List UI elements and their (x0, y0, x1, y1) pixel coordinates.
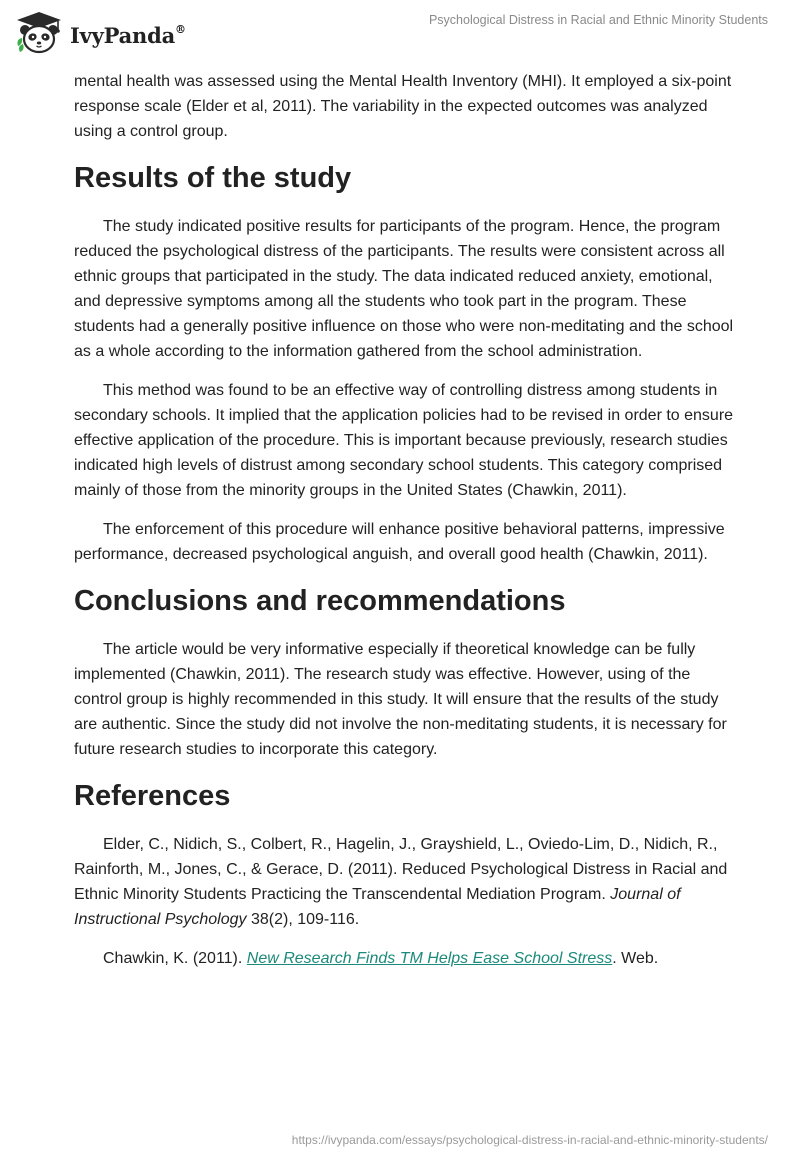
reference-item (74, 832, 734, 932)
references-heading: References (74, 780, 231, 812)
document-title: Psychological Distress in Racial and Ethnic Minority Students (428, 13, 768, 27)
conclusions-heading: Conclusions and recommendations (74, 585, 566, 617)
conclusions-paragraph: The article would be very informative especially if theoretical knowledge can be fully implemented (Chawkin, 2011). The research study was effective. However, using of the control group is highly recommended in this study. It will ensure that the results of the study are authentic. Since the study did not involve the non-meditating students, it is necessary for future research studies to incorporate this category. (74, 641, 727, 758)
reference-prefix: Chawkin, K. (2011). (103, 950, 247, 967)
reference-link[interactable]: New Research Finds TM Helps Ease School Stress (246, 950, 613, 967)
reference-tail: 38(2), 109-116. (246, 911, 360, 928)
article-body (74, 69, 734, 985)
results-paragraph-3: The enforcement of this procedure will enhance positive behavioral patterns, impressive performance, decreased psychological anguish, and overall good health (Chawkin, 2011). (74, 521, 725, 563)
reference-journal: Journal of Instructional Psychology (74, 886, 681, 928)
reference-suffix: . Web. (612, 950, 659, 967)
results-heading: Results of the study (74, 162, 352, 194)
reference-item (74, 946, 734, 971)
results-paragraph-1: The study indicated positive results for participants of the program. Hence, the program reduced the psychological distress of the participants. The results were consistent across all ethnic groups that participated in the study. The data indicated reduced anxiety, emotional, and depressive symptoms among all the students who took part in the program. These students had a generally positive influence on those who were non-meditating and the school as a whole according to the information gathered from the school administration. (74, 218, 734, 360)
reference-text: Elder, C., Nidich, S., Colbert, R., Hagelin, J., Grayshield, L., Oviedo-Lim, D., Nidich, R., Rainforth, M., Jones, C., & Gerace, D. (2011). Reduced Psychological Distress in Racial and Ethnic Minority Students Practicing the Transcendental Mediation Program. (74, 836, 728, 903)
panda-graduation-cap-icon (14, 10, 64, 56)
results-paragraph-2: This method was found to be an effective way of controlling distress among students in secondary schools. It implied that the application policies had to be revised in order to ensure effective application of the procedure. This is important because previously, research studies indicated high levels of distrust among secondary school students. This category comprised mainly of those from the minority groups in the United States (Chawkin, 2011). (74, 382, 734, 499)
logo-text: IvyPanda® (70, 22, 186, 48)
site-logo[interactable] (14, 10, 186, 56)
intro-paragraph: mental health was assessed using the Mental Health Inventory (MHI). It employed a six-point response scale (Elder et al, 2011). The variability in the expected outcomes was analyzed using a control group. (74, 73, 732, 140)
footer-url: https://ivypanda.com/essays/psychological-distress-in-racial-and-ethnic-minority-students/ (291, 1133, 768, 1147)
